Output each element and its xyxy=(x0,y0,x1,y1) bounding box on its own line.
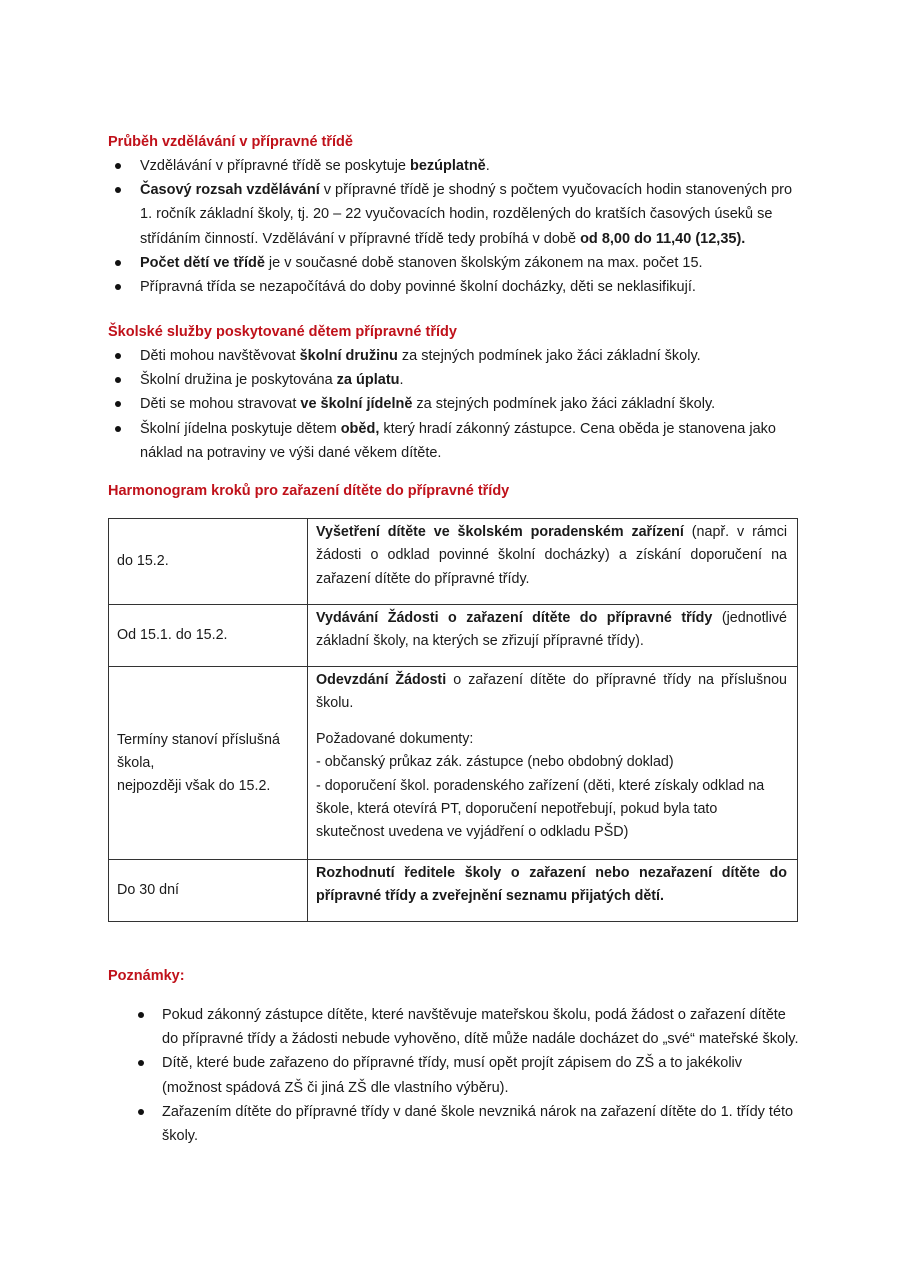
list-item: Časový rozsah vzdělávání v přípravné třídě je shodný s počtem vyučovacích hodin stanovených pro 1. ročník základní školy, tj. 20 – 22 vyučovacích hodin, rozdělených do kratších časových úseků se střídáním činností. Vzdělávání v přípravné třídě tedy probíhá v době od 8,00 do 11,40 (12,35). xyxy=(140,178,805,251)
required-documents: Požadované dokumenty: - občanský průkaz zák. zástupce (nebo obdobný doklad) - doporučení škol. poradenského zařízení (děti, které získaly odklad na škole, která otevírá PT, doporučení nepotřebují, pokud byla tato skutečnost uvedena ve vyjádření o odkladu PŠD) xyxy=(316,730,765,841)
list-item: Školní jídelna poskytuje dětem oběd, který hradí zákonný zástupce. Cena oběda je stanovena jako náklad na potraviny ve výši dané věkem dítěte. xyxy=(140,417,808,465)
notes-list xyxy=(162,1003,802,1148)
schedule-when: Od 15.1. do 15.2. xyxy=(109,605,308,667)
schedule-when: Termíny stanoví příslušná škola, nejpozději však do 15.2. xyxy=(109,667,308,860)
education-list xyxy=(140,154,805,299)
table-row xyxy=(109,605,798,667)
bullet-icon xyxy=(115,260,121,266)
list-item: Přípravná třída se nezapočítává do doby povinné školní docházky, děti se neklasifikují. xyxy=(140,275,805,299)
list-item: Počet dětí ve třídě je v současné době stanoven školským zákonem na max. počet 15. xyxy=(140,251,805,275)
schedule-step: Odevzdání Žádosti o zařazení dítěte do přípravné třídy na příslušnou školu. Požadované dokumenty: - občanský průkaz zák. zástupce (nebo obdobný doklad) - doporučení škol. poradenského zařízení (děti, které získaly odklad na škole, která otevírá PT, doporučení nepotřebují, pokud byla tato skutečnost uvedena ve vyjádření o odkladu PŠD) xyxy=(308,667,798,860)
heading-schedule: Harmonogram kroků pro zařazení dítěte do přípravné třídy xyxy=(108,483,510,499)
schedule-step: Vyšetření dítěte ve školském poradenském zařízení (např. v rámci žádosti o odklad povinné školní docházky) a získání doporučení na zařazení dítěte do přípravné třídy. xyxy=(308,519,798,605)
list-item: Pokud zákonný zástupce dítěte, které navštěvuje mateřskou školu, podá žádost o zařazení dítěte do přípravné třídy a žádosti nebude vyhověno, dítě může nadále docházet do „své“ mateřské školy. xyxy=(162,1003,802,1051)
schedule-when: do 15.2. xyxy=(109,519,308,605)
list-item: Zařazením dítěte do přípravné třídy v dané škole nevzniká nárok na zařazení dítěte do 1. třídy této školy. xyxy=(162,1100,802,1148)
bullet-icon xyxy=(115,401,121,407)
table-row xyxy=(109,519,798,605)
heading-education: Průběh vzdělávání v přípravné třídě xyxy=(108,134,353,150)
bullet-icon xyxy=(115,353,121,359)
table-row xyxy=(109,860,798,922)
list-item: Vzdělávání v přípravné třídě se poskytuje bezúplatně. xyxy=(140,154,805,178)
bullet-icon xyxy=(138,1060,144,1066)
bullet-icon xyxy=(138,1012,144,1018)
list-item: Školní družina je poskytována za úplatu. xyxy=(140,368,808,392)
heading-notes: Poznámky: xyxy=(108,968,185,984)
list-item: Děti se mohou stravovat ve školní jídelně za stejných podmínek jako žáci základní školy. xyxy=(140,392,808,416)
list-item: Děti mohou navštěvovat školní družinu za stejných podmínek jako žáci základní školy. xyxy=(140,344,808,368)
schedule-step: Vydávání Žádosti o zařazení dítěte do přípravné třídy (jednotlivé základní školy, na kterých se zřizují přípravné třídy). xyxy=(308,605,798,667)
bullet-icon xyxy=(138,1109,144,1115)
bullet-icon xyxy=(115,377,121,383)
heading-services: Školské služby poskytované dětem přípravné třídy xyxy=(108,324,457,340)
list-item: Dítě, které bude zařazeno do přípravné třídy, musí opět projít zápisem do ZŠ a to jakékoliv (možnost spádová ZŠ či jiná ZŠ dle vlastního výběru). xyxy=(162,1051,802,1099)
bullet-icon xyxy=(115,426,121,432)
bullet-icon xyxy=(115,187,121,193)
bullet-icon xyxy=(115,284,121,290)
table-row xyxy=(109,667,798,860)
services-list xyxy=(140,344,808,465)
bullet-icon xyxy=(115,163,121,169)
schedule-step: Rozhodnutí ředitele školy o zařazení nebo nezařazení dítěte do přípravné třídy a zveřejnění seznamu přijatých dětí. xyxy=(308,860,798,922)
schedule-table xyxy=(108,518,798,922)
schedule-when: Do 30 dní xyxy=(109,860,308,922)
